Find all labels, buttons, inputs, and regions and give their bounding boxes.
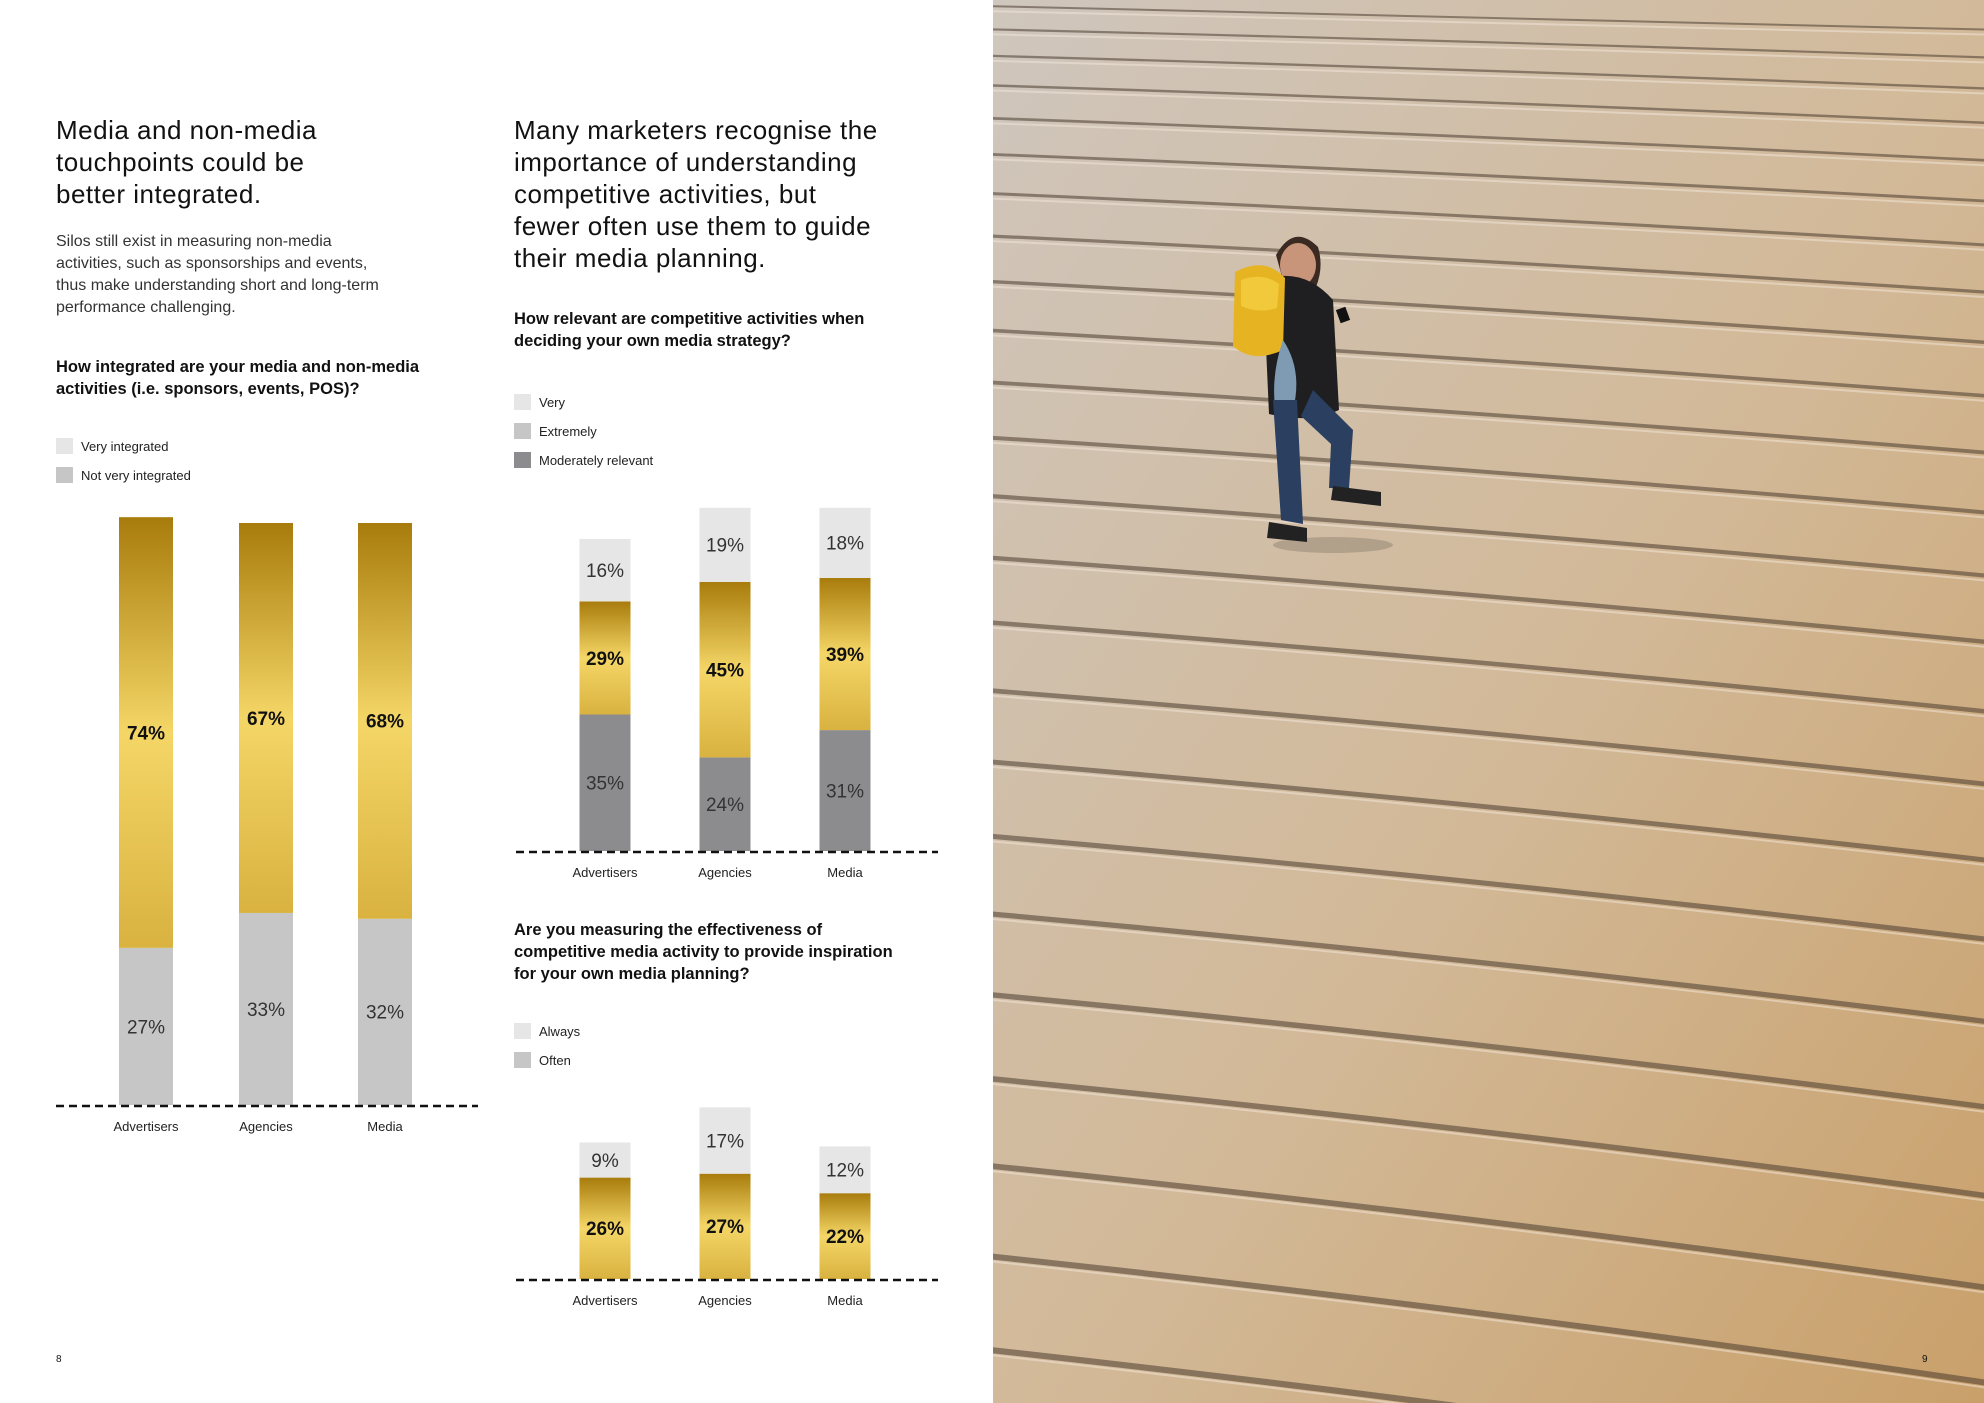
question-line: How relevant are competitive activities when <box>514 310 865 328</box>
relevance-chart <box>510 490 950 890</box>
category-label: Agencies <box>698 1293 752 1308</box>
question-line: How integrated are your media and non-media <box>56 358 420 376</box>
legend-label: Often <box>539 1052 571 1068</box>
bar-value-label: 68% <box>365 711 405 733</box>
category-label: Advertisers <box>113 1119 179 1134</box>
stairs-photo-illustration <box>993 0 1984 1403</box>
question-line: activities (i.e. sponsors, events, POS)? <box>56 380 360 398</box>
question-line: deciding your own media strategy? <box>514 332 791 350</box>
category-label: Media <box>827 1293 863 1308</box>
legend-swatch <box>514 1052 531 1068</box>
legend-label: Always <box>539 1023 581 1039</box>
legend-item <box>514 421 653 441</box>
middle-heading-line: competitive activities, but <box>514 179 817 209</box>
bar-value-label: 26% <box>585 1219 625 1241</box>
bar-value-label: 9% <box>591 1150 619 1172</box>
relevance-question <box>514 308 954 352</box>
legend-swatch <box>56 467 73 483</box>
bar-value-label: 45% <box>705 660 745 682</box>
left-body-line: Silos still exist in measuring non-media <box>56 233 332 250</box>
bar-value-label: 31% <box>825 781 865 803</box>
legend-item <box>514 450 653 470</box>
category-label: Media <box>827 865 863 880</box>
legend-label: Very integrated <box>81 438 169 454</box>
left-heading-line: better integrated. <box>56 179 262 209</box>
measurement-question <box>514 919 954 985</box>
bar-value-label: 39% <box>825 644 865 666</box>
legend-swatch <box>514 1023 531 1039</box>
bar-value-label: 12% <box>825 1160 865 1182</box>
measurement-legend <box>514 1021 580 1070</box>
category-label: Advertisers <box>572 865 638 880</box>
integration-legend <box>56 436 191 485</box>
bar-value-label: 32% <box>365 1002 405 1024</box>
legend-item <box>514 1050 580 1070</box>
bar-value-label: 27% <box>705 1217 745 1239</box>
integration-chart <box>50 500 490 1145</box>
bar-value-label: 27% <box>126 1017 166 1039</box>
bar-value-label: 19% <box>705 535 745 557</box>
left-heading <box>56 114 476 210</box>
category-label: Advertisers <box>572 1293 638 1308</box>
category-label: Agencies <box>239 1119 293 1134</box>
left-body-line: thus make understanding short and long-term <box>56 277 379 294</box>
page-number-left: 8 <box>56 1354 62 1365</box>
legend-label: Very <box>539 394 566 410</box>
middle-heading-line: Many marketers recognise the <box>514 115 878 145</box>
category-label: Agencies <box>698 865 752 880</box>
left-heading-line: Media and non-media <box>56 115 317 145</box>
bar-value-label: 33% <box>246 999 286 1021</box>
legend-item <box>56 436 191 456</box>
legend-swatch <box>514 452 531 468</box>
legend-item <box>514 392 653 412</box>
left-heading-line: touchpoints could be <box>56 147 305 177</box>
legend-item <box>514 1021 580 1041</box>
left-body-line: activities, such as sponsorships and events, <box>56 255 368 272</box>
question-line: Are you measuring the effectiveness of <box>514 921 823 939</box>
question-line: competitive media activity to provide inspiration <box>514 943 893 961</box>
legend-swatch <box>514 394 531 410</box>
left-body <box>56 231 476 319</box>
bar-value-label: 35% <box>585 773 625 795</box>
legend-item <box>56 465 191 485</box>
bar-value-label: 74% <box>126 723 166 745</box>
question-line: for your own media planning? <box>514 965 750 983</box>
page-number-right: 9 <box>1922 1354 1928 1365</box>
bar-value-label: 67% <box>246 708 286 730</box>
relevance-legend <box>514 392 653 470</box>
legend-label: Not very integrated <box>81 467 191 483</box>
bar-value-label: 16% <box>585 561 625 583</box>
bar-value-label: 29% <box>585 648 625 670</box>
bar-value-label: 24% <box>705 795 745 817</box>
legend-swatch <box>56 438 73 454</box>
middle-heading-line: fewer often use them to guide <box>514 211 872 241</box>
middle-heading-line: importance of understanding <box>514 147 858 177</box>
legend-label: Extremely <box>539 423 597 439</box>
measurement-chart <box>510 1090 950 1320</box>
category-label: Media <box>367 1119 403 1134</box>
middle-heading <box>514 114 954 274</box>
left-body-line: performance challenging. <box>56 299 236 316</box>
bar-value-label: 18% <box>825 533 865 555</box>
middle-heading-line: their media planning. <box>514 243 766 273</box>
integration-question <box>56 356 496 400</box>
bar-value-label: 17% <box>705 1131 745 1153</box>
legend-label: Moderately relevant <box>539 452 654 468</box>
bar-value-label: 22% <box>825 1226 865 1248</box>
legend-swatch <box>514 423 531 439</box>
stairs-photo <box>993 0 1984 1403</box>
